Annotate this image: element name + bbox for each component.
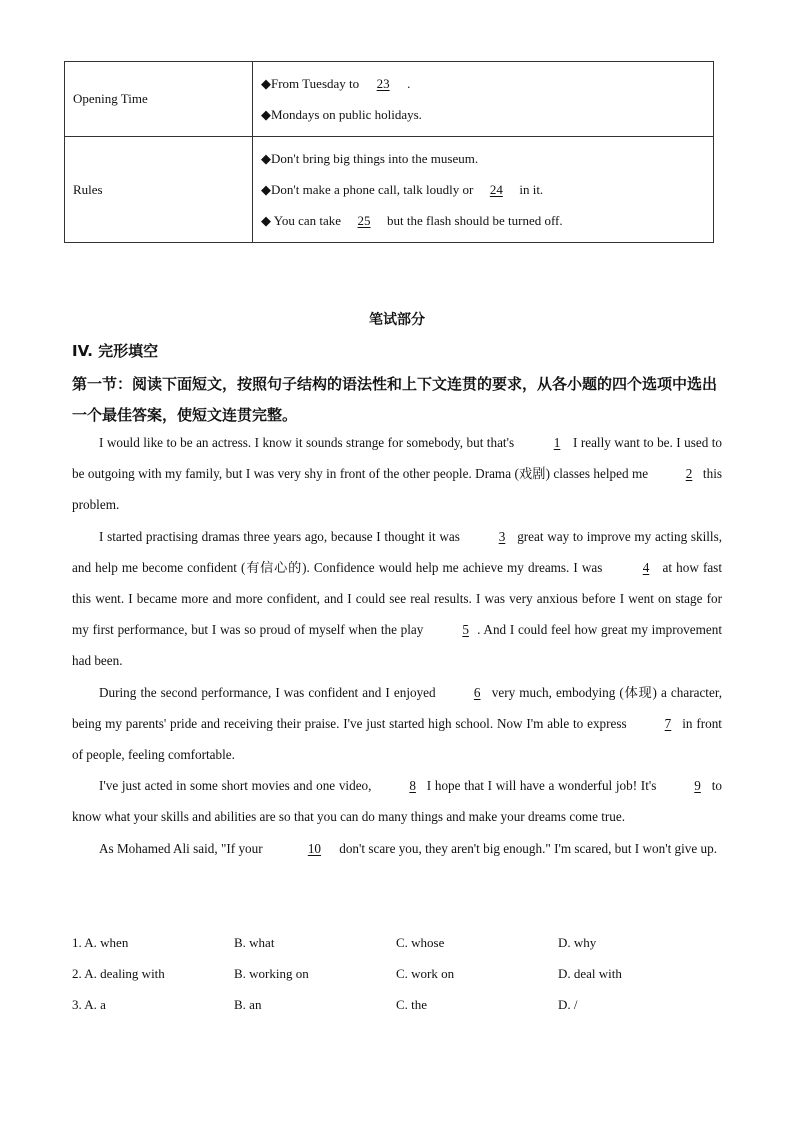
passage-text: As Mohamed Ali said, "If your (99, 840, 266, 856)
option-d: D. / (558, 997, 578, 1012)
option-a: 1. A. when (72, 935, 129, 950)
paragraph (72, 833, 722, 864)
cloze-passage (72, 427, 722, 864)
paragraph (72, 770, 722, 832)
bullet-line (261, 174, 705, 205)
line-text: ◆Don't make a phone call, talk loudly or (261, 182, 474, 197)
option-c: C. whose (396, 935, 445, 950)
table-row (65, 62, 714, 137)
option-a: 3. A. a (72, 997, 106, 1012)
blank-6: 6 (473, 684, 481, 700)
line-text: but the flash should be turned off. (387, 213, 563, 228)
passage-text: I've just acted in some short movies and one video, (99, 778, 376, 794)
passage-text: at how fast this went. I became more and more confident, and I could see real results. I was very anxious before I went on stage for my first performance, but I was so proud of myself when the play (72, 559, 722, 638)
option-c: C. work on (396, 966, 455, 981)
passage-text: I hope that I will have a wonderful job! It's (423, 778, 661, 794)
line-text: . (407, 76, 411, 91)
passage-text: I would like to be an actress. I know it sounds strange for somebody, but that's (99, 435, 518, 450)
blank-2: 2 (685, 466, 693, 482)
blank-5: 5 (462, 622, 469, 638)
option-b: B. what (234, 935, 275, 950)
line-text: ◆From Tuesday to (261, 76, 360, 91)
blank-25: 25 (357, 213, 371, 228)
passage-text: I really want to be. I used to be outgoing with my family, but I was very shy in front of the other people. Drama (戏剧) classes helped me (72, 435, 722, 482)
passage-text: don't scare you, they aren't big enough." I'm scared, but I won't give up. (335, 840, 718, 856)
museum-info-table (64, 61, 714, 243)
passage-text: . And I could feel how great my improvement had been. (72, 622, 722, 669)
option-d: D. why (558, 935, 597, 950)
blank-7: 7 (664, 715, 672, 731)
option-row (72, 989, 722, 1020)
blank-24: 24 (489, 182, 503, 197)
instruction-text: 第一节：阅读下面短文，按照句子结构的语法性和上下文连贯的要求，从各小题的四个选项中选出一个最佳答案，使短文连贯完整。 (72, 375, 718, 424)
passage-text: this problem. (72, 466, 722, 513)
option-d: D. deal with (558, 966, 622, 981)
row-label: Opening Time (65, 62, 253, 137)
bullet-line (261, 68, 705, 99)
line-text: in it. (519, 182, 544, 197)
line-text: ◆ You can take (261, 213, 342, 228)
blank-3: 3 (498, 528, 506, 544)
part-heading: IV. 完形填空 (72, 342, 159, 360)
line-text: ◆Don't bring big things into the museum. (261, 151, 479, 166)
passage-text: During the second performance, I was confident and I enjoyed (99, 684, 440, 700)
bullet-line (261, 205, 705, 236)
blank-8: 8 (409, 778, 416, 794)
row-content (253, 62, 714, 137)
answer-options (72, 927, 722, 1020)
option-a: 2. A. dealing with (72, 966, 165, 981)
paragraph (72, 677, 722, 771)
passage-text: great way to improve my acting skills, and help me become confident (有信心的). Confidence would help me achieve my dreams. I was (72, 528, 722, 575)
blank-1: 1 (553, 435, 561, 450)
option-c: C. the (396, 997, 428, 1012)
line-text: ◆Mondays on public holidays. (261, 107, 422, 122)
section-title: 笔试部分 (369, 312, 425, 328)
passage-text: in front of people, feeling comfortable. (72, 715, 722, 763)
blank-4: 4 (642, 559, 650, 575)
paragraph (72, 427, 722, 521)
row-content (253, 137, 714, 243)
passage-text: to know what your skills and abilities are so that you can do many things and make your dreams come true. (72, 778, 722, 825)
blank-9: 9 (694, 778, 701, 794)
bullet-line (261, 99, 705, 130)
blank-23: 23 (376, 76, 390, 91)
table-row (65, 137, 714, 243)
passage-text: very much, embodying (体现) a character, being my parents' pride and receiving their praise. I've just started high school. Now I'm able to express (72, 684, 722, 731)
option-row (72, 927, 722, 958)
blank-10: 10 (307, 840, 322, 856)
passage-text: I started practising dramas three years ago, because I thought it was (99, 528, 464, 544)
paragraph (72, 521, 722, 677)
option-row (72, 958, 722, 989)
row-label: Rules (65, 137, 253, 243)
bullet-line (261, 143, 705, 174)
option-b: B. working on (234, 966, 309, 981)
option-b: B. an (234, 997, 262, 1012)
